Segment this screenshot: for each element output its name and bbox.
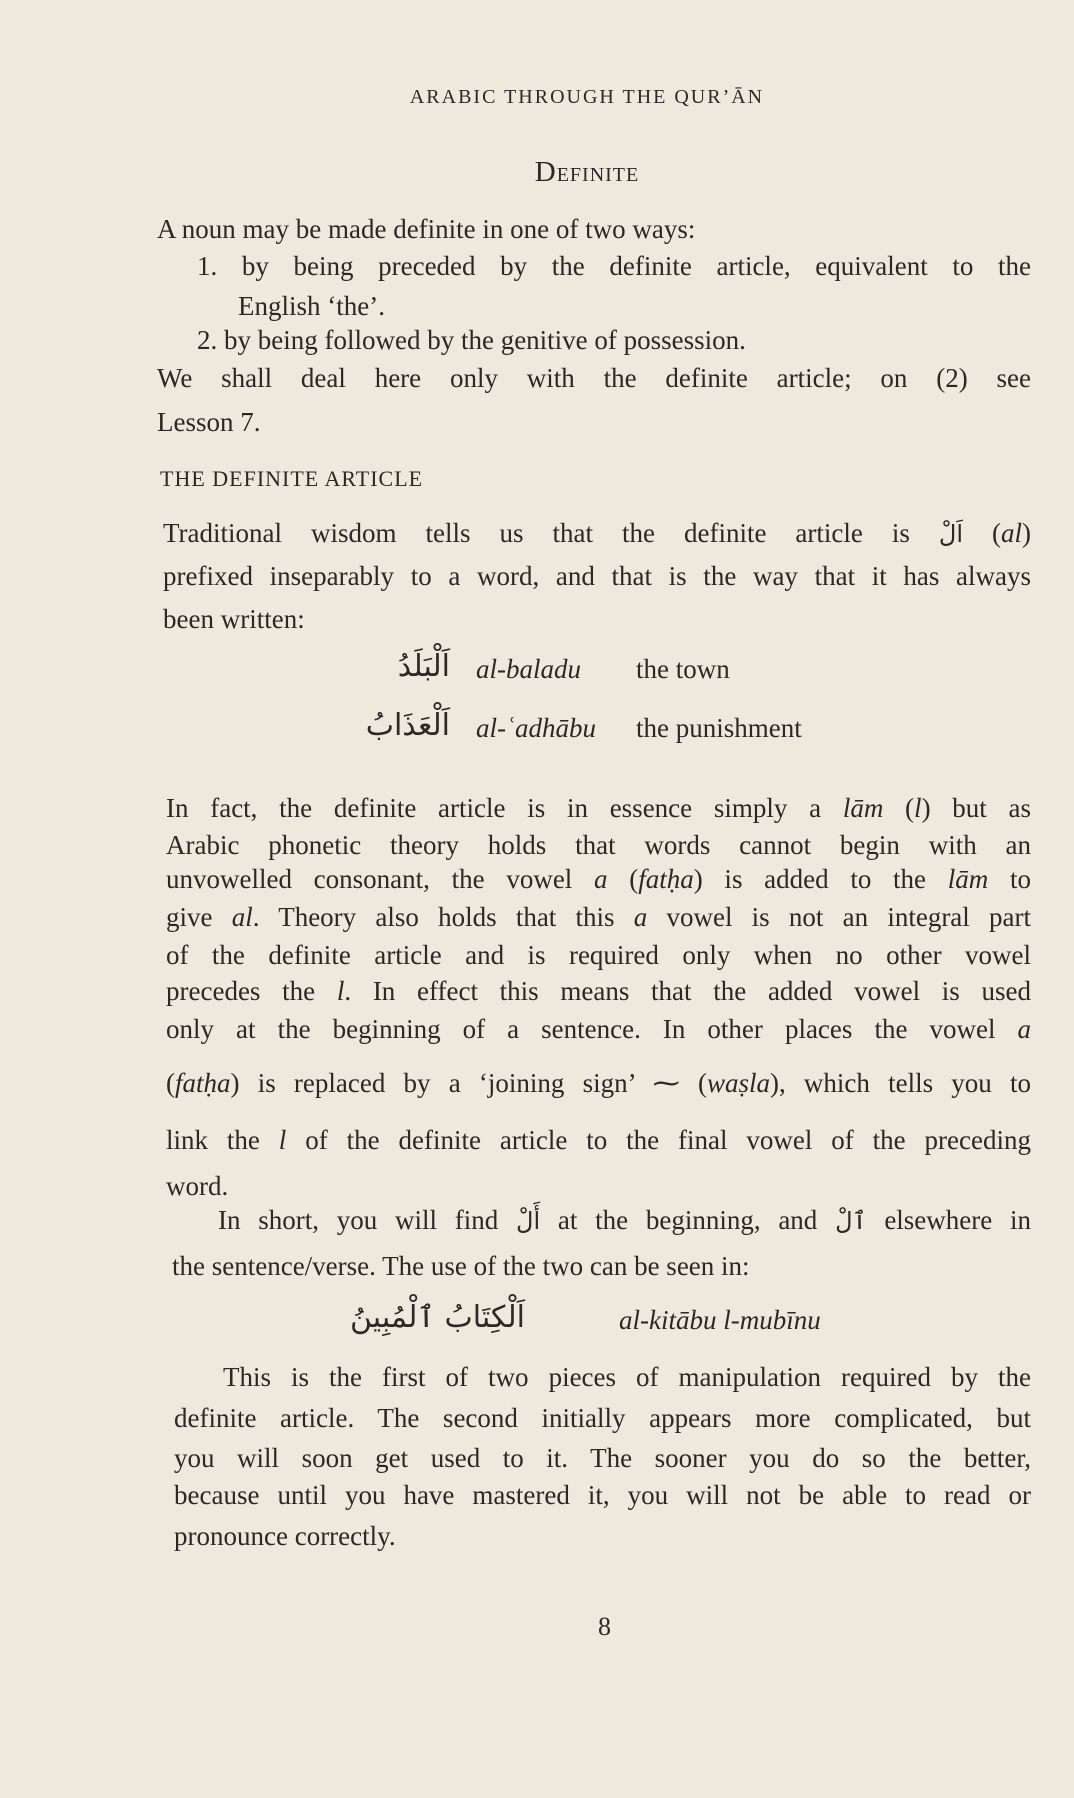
text-segment: . In effect this means that the added vowel is used: [344, 976, 1032, 1006]
text-segment: ) is added to the: [693, 864, 948, 894]
text-segment: because until you have mastered it, you will not be able to read or: [174, 1480, 1031, 1510]
text-segment: 2. by being followed by the genitive of possession.: [197, 325, 746, 355]
example-meaning: the punishment: [636, 713, 802, 743]
text-segment: In short, you will find: [218, 1205, 516, 1235]
phrase-transliteration: al-kitābu l-mubīnu: [619, 1305, 821, 1335]
text-segment: only at the beginning of a sentence. In other places the vowel: [166, 1014, 1018, 1044]
italic-term: fatḥa: [175, 1068, 231, 1098]
text-segment: English ‘the’.: [238, 291, 385, 321]
text-line: [218, 1203, 1031, 1238]
italic-term: al: [231, 902, 253, 932]
text-line: [174, 1519, 396, 1553]
text-line: [166, 938, 1031, 972]
text-segment: to: [988, 864, 1031, 894]
text-segment: of the definite article and is required only when no other vowel: [166, 940, 1031, 970]
text-segment: ), which tells you to: [769, 1068, 1031, 1098]
text-segment: pronounce correctly.: [174, 1521, 396, 1551]
text-segment: you will soon get used to it. The sooner you do so the better,: [174, 1443, 1031, 1473]
text-segment: at the beginning, and: [540, 1205, 836, 1235]
text-segment: unvowelled consonant, the vowel: [166, 864, 595, 894]
running-head: ARABIC THROUGH THE QUR’ĀN: [409, 86, 765, 108]
text-segment: Arabic phonetic theory holds that words cannot begin with an: [166, 830, 1031, 860]
text-segment: of the definite article to the final vowel of the preceding: [286, 1125, 1031, 1155]
text-segment: prefixed inseparably to a word, and that is the way that it has always: [163, 561, 1031, 591]
arabic-word: ٱلْ: [835, 1207, 867, 1235]
text-line: [166, 1012, 1031, 1046]
text-line: [197, 323, 746, 357]
text-line: [166, 1066, 1031, 1100]
page-number: 8: [598, 1612, 611, 1641]
text-line: [163, 602, 305, 636]
text-line: [238, 289, 385, 323]
text-segment: elsewhere in: [866, 1205, 1031, 1235]
text-line: [174, 1478, 1031, 1512]
phrase-arabic: اَلْكِتَابُ ٱلْمُبِينُ: [349, 1300, 525, 1335]
italic-term: a: [1017, 1014, 1031, 1044]
text-line: [157, 361, 1031, 395]
text-segment: been written:: [163, 604, 305, 634]
text-line: [163, 516, 1031, 551]
example-arabic: اَلْعَذَابُ: [365, 708, 450, 743]
italic-term: waṣla: [706, 1068, 770, 1098]
text-line: [166, 974, 1031, 1008]
text-segment: ) is replaced by a ‘joining sign’ ⁓ (: [230, 1068, 707, 1098]
text-line: [166, 791, 1031, 825]
text-segment: Traditional wisdom tells us that the definite article is: [163, 518, 939, 548]
text-segment: This is the first of two pieces of manipulation required by the: [223, 1362, 1031, 1392]
italic-term: l: [278, 1125, 287, 1155]
arabic-word: اَلْ: [938, 520, 963, 548]
text-segment: (: [166, 1068, 175, 1098]
italic-term: al: [1000, 518, 1022, 548]
italic-term: fatḥa: [638, 864, 694, 894]
text-line: [223, 1360, 1031, 1394]
text-segment: ): [1022, 518, 1031, 548]
text-line: [166, 862, 1031, 896]
text-segment: 1. by being preceded by the definite article, equivalent to the: [197, 251, 1031, 281]
text-line: [157, 212, 695, 246]
text-segment: (: [883, 793, 915, 823]
text-line: [172, 1249, 750, 1283]
text-line: [174, 1401, 1031, 1435]
text-line: [174, 1441, 1031, 1475]
example-arabic: اَلْبَلَدُ: [397, 649, 450, 684]
section-title: Definite: [534, 156, 640, 188]
text-segment: precedes the: [166, 976, 337, 1006]
arabic-word: أَلْ: [516, 1207, 541, 1235]
text-segment: vowel is not an integral part: [647, 902, 1031, 932]
italic-term: a: [633, 902, 648, 932]
text-segment: A noun may be made definite in one of two ways:: [157, 214, 696, 244]
text-segment: In fact, the definite article is in essence simply a: [166, 793, 843, 823]
text-segment: the sentence/verse. The use of the two can be seen in:: [172, 1251, 750, 1281]
text-line: [166, 828, 1031, 862]
text-segment: We shall deal here only with the definite article; on (2) see: [157, 363, 1031, 393]
example-transliteration: al-baladu: [476, 654, 581, 684]
text-segment: . Theory also holds that this: [252, 902, 634, 932]
text-segment: ) but as: [921, 793, 1031, 823]
text-segment: Lesson 7.: [157, 407, 261, 437]
subheading: THE DEFINITE ARTICLE: [160, 466, 424, 491]
text-segment: (: [607, 864, 639, 894]
text-segment: link the: [166, 1125, 279, 1155]
text-line: [166, 1169, 228, 1203]
text-line: [166, 900, 1031, 934]
text-line: [166, 1123, 1031, 1157]
italic-term: a: [594, 864, 608, 894]
text-segment: give: [166, 902, 232, 932]
italic-term: l: [336, 976, 345, 1006]
example-meaning: the town: [636, 654, 730, 684]
text-segment: (: [962, 518, 1001, 548]
italic-term: lām: [842, 793, 884, 823]
text-segment: word.: [166, 1171, 229, 1201]
italic-term: lām: [947, 864, 989, 894]
text-line: [157, 405, 261, 439]
text-line: [197, 249, 1031, 283]
text-segment: definite article. The second initially appears more complicated, but: [174, 1403, 1031, 1433]
italic-term: l: [914, 793, 922, 823]
text-line: [163, 559, 1031, 593]
example-transliteration: al-ʿadhābu: [476, 713, 596, 743]
